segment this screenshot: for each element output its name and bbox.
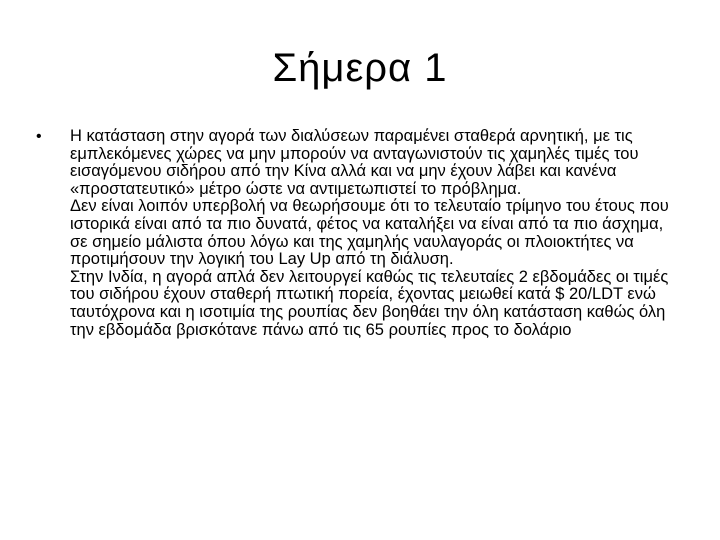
paragraph-market-status: Η κατάσταση στην αγορά των διαλύσεων παραμένει σταθερά αρνητική, με τις εμπλεκόμενες χώρες να μην μπορούν να ανταγωνιστούν τις χαμηλές τιμές του εισαγόμενου σιδήρου από την Κίνα αλλά και να μην έχουν λάβει και κανένα «προστατευτικό» μέτρο ώστε να αντιμετωπιστεί το πρόβλημα. <box>70 127 639 198</box>
slide-title: Σήμερα 1 <box>272 46 448 90</box>
bullet-list <box>36 128 676 339</box>
paragraph-quarter-outlook: Δεν είναι λοιπόν υπερβολή να θεωρήσουμε ότι το τελευταίο τρίμηνο του έτους που ιστορικά είναι από τα πιο δυνατά, φέτος να καταλήξει να είναι από τα πιο άσχημα, σε σημείο μάλιστα όπου λόγω και της χαμηλής ναυλαγοράς οι πλοιοκτήτες να προτιμήσουν την λογική του Lay Up από τη διάλυση. <box>70 197 669 269</box>
bullet-body <box>70 128 676 339</box>
paragraph-india-market: Στην Ινδία, η αγορά απλά δεν λειτουργεί καθώς τις τελευταίες 2 εβδομάδες οι τιμές του σιδήρου έχουν σταθερή πτωτική πορεία, έχοντας μειωθεί κατά $ 20/LDT ενώ ταυτόχρονα και η ισοτιμία της ρουπίας δεν βοηθάει την όλη κατάσταση καθώς όλη την εβδομάδα βρισκότανε πάνω από τις 65 ρουπίες προς το δολάριο <box>70 267 669 339</box>
bullet-marker: • <box>36 128 42 145</box>
bullet-item <box>36 128 676 339</box>
